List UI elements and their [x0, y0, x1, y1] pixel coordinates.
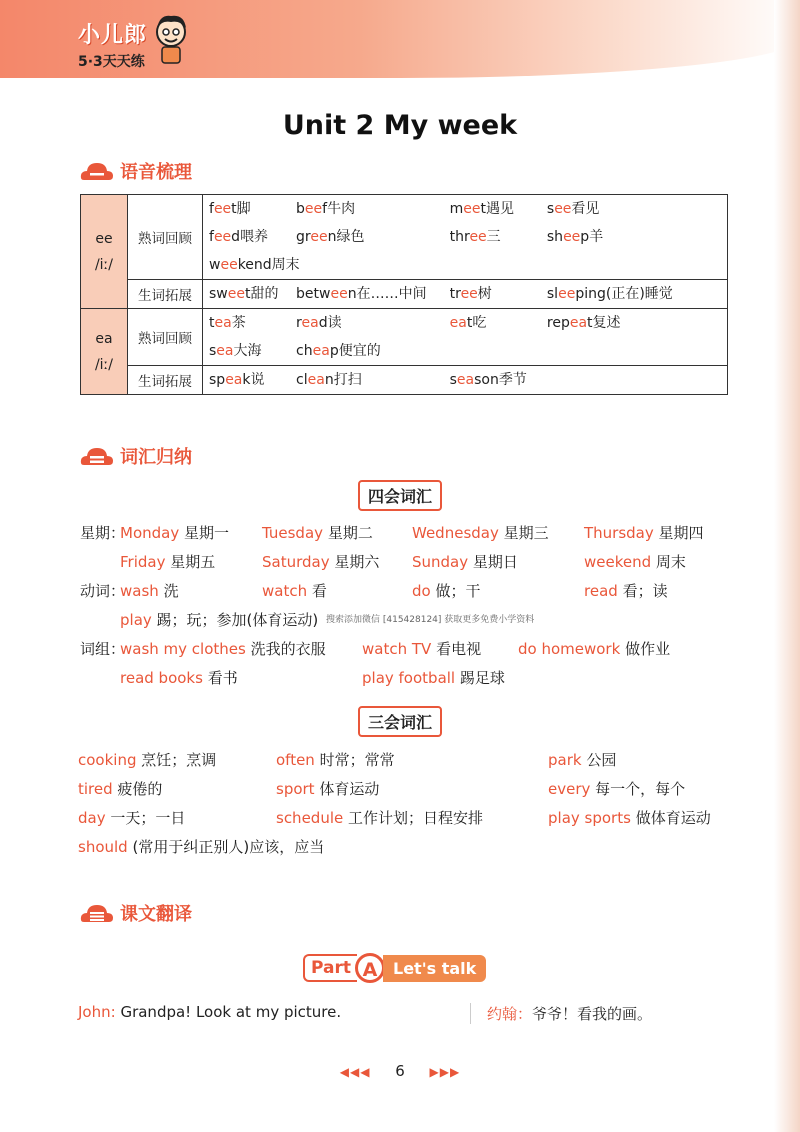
verbs-label: 动词： — [80, 582, 126, 600]
word-meaning: 大海 — [233, 343, 262, 359]
word-highlight: ea — [307, 372, 325, 388]
term-en: Wednesday — [412, 524, 499, 542]
section-translation-header — [80, 900, 192, 926]
word-part: f — [322, 201, 328, 217]
term-cn: 星期六 — [334, 553, 380, 571]
word-highlight: ee — [463, 201, 481, 217]
word-meaning: 喂养 — [240, 229, 269, 245]
word-part: s — [449, 372, 457, 388]
word-meaning: 三 — [486, 229, 501, 245]
phoneme-cell — [81, 195, 128, 309]
word-list — [209, 195, 721, 279]
term-en: should — [78, 838, 128, 856]
word-meaning: 树 — [477, 286, 492, 302]
section-badge-icon — [80, 445, 114, 467]
term-en: tired — [78, 780, 113, 798]
weekday-entry — [120, 522, 229, 543]
weekdays-label: 星期： — [80, 524, 126, 542]
three-skill-title: 三会词汇 — [358, 706, 442, 737]
word-highlight: ea — [225, 372, 243, 388]
brand-name: 小儿郎 — [78, 23, 148, 48]
word-highlight: ee — [213, 201, 232, 217]
word-meaning: 茶 — [231, 315, 246, 331]
term-en: do — [412, 582, 431, 600]
phonics-word — [209, 366, 296, 394]
word-meaning: 复述 — [592, 315, 621, 331]
word-part: m — [449, 201, 464, 217]
three-skill-entry — [276, 749, 395, 770]
phonics-word — [547, 223, 721, 251]
word-highlight: ea — [449, 315, 467, 331]
phonics-word — [450, 309, 547, 337]
term-cn: 星期五 — [170, 553, 216, 571]
word-part: t — [209, 315, 215, 331]
term-en: Saturday — [262, 553, 330, 571]
phrase-entry — [362, 638, 481, 659]
section-badge-icon — [80, 902, 114, 924]
section-badge-icon — [80, 160, 114, 182]
word-part: f — [209, 229, 214, 245]
four-skill-header — [0, 480, 800, 511]
term-cn: 周末 — [655, 553, 686, 571]
term-en: Sunday — [412, 553, 469, 571]
word-part: t — [231, 201, 237, 217]
term-cn: 星期二 — [327, 524, 373, 542]
word-list — [209, 309, 721, 365]
word-part: n — [327, 229, 337, 245]
term-cn: 每一个，每个 — [595, 780, 686, 798]
word-part: rep — [546, 315, 570, 331]
next-arrows-icon: ▶▶▶ — [429, 1065, 461, 1079]
phonics-word — [450, 223, 547, 251]
word-meaning: 吃 — [472, 315, 487, 331]
phonics-word — [209, 195, 296, 223]
term-en: often — [276, 751, 315, 769]
phrase-entry — [120, 667, 238, 688]
term-cn: 看电视 — [436, 640, 482, 658]
phoneme-cell — [81, 309, 128, 395]
words-cell — [203, 309, 728, 366]
category-cell: 生词拓展 — [128, 366, 203, 395]
term-en: watch — [262, 582, 308, 600]
word-highlight: ea — [216, 343, 234, 359]
word-list — [209, 280, 721, 308]
term-en: read — [584, 582, 618, 600]
term-cn: 洗我的衣服 — [250, 640, 326, 658]
word-meaning: (正在)睡觉 — [605, 286, 673, 302]
word-part: f — [209, 201, 214, 217]
word-meaning: 季节 — [498, 372, 527, 388]
word-part: w — [209, 257, 221, 273]
verb-entry — [120, 580, 179, 601]
brand-logo — [78, 18, 147, 71]
term-cn: 公园 — [586, 751, 617, 769]
words-cell — [203, 366, 728, 395]
weekday-entry — [584, 522, 704, 543]
verb-entry — [412, 580, 481, 601]
phoneme-ipa: /iː/ — [94, 356, 114, 373]
word-highlight: ee — [563, 229, 581, 245]
phonics-word — [296, 280, 450, 308]
verb-entry — [262, 580, 327, 601]
term-en: cooking — [78, 751, 137, 769]
term-en: watch TV — [362, 640, 432, 658]
phoneme-letters: ea — [95, 330, 113, 347]
term-en: play sports — [548, 809, 631, 827]
phonics-row — [81, 309, 728, 366]
dialogue-line-cn — [470, 1003, 652, 1024]
term-en: Friday — [120, 553, 166, 571]
phonics-word — [547, 309, 721, 337]
term-en: wash my clothes — [120, 640, 246, 658]
word-part: t — [587, 315, 593, 331]
page-footer — [0, 1062, 800, 1080]
term-cn: 体育运动 — [319, 780, 380, 798]
word-part: sl — [546, 286, 559, 302]
word-part: n — [324, 372, 334, 388]
line-en: Grandpa! Look at my picture. — [120, 1003, 342, 1021]
word-highlight: ee — [220, 257, 238, 273]
phrases-label: 词组： — [80, 640, 126, 658]
verb-entry — [120, 609, 318, 630]
phonics-word — [209, 251, 300, 279]
section-phonics-header — [80, 158, 192, 184]
word-part: p — [580, 229, 590, 245]
term-cn: 做；干 — [435, 582, 481, 600]
phrase-entry — [518, 638, 670, 659]
word-part: son — [474, 372, 499, 388]
words-cell — [203, 195, 728, 280]
word-part: r — [296, 315, 302, 331]
term-en: play — [120, 611, 152, 629]
term-en: sport — [276, 780, 315, 798]
word-meaning: 看见 — [571, 201, 600, 217]
word-part: betw — [296, 286, 331, 302]
word-part: ping — [575, 286, 606, 302]
word-part: t — [244, 286, 251, 302]
term-en: wash — [120, 582, 159, 600]
word-part: sw — [209, 286, 228, 302]
phonics-word — [296, 309, 450, 337]
word-part: thr — [449, 229, 470, 245]
three-skill-entry — [78, 836, 324, 857]
three-skill-entry — [276, 778, 379, 799]
word-part: ch — [296, 343, 313, 359]
word-meaning: 周末 — [271, 257, 300, 273]
prev-arrows-icon: ◀◀◀ — [339, 1065, 371, 1079]
word-meaning: 遇见 — [486, 201, 514, 217]
word-part: cl — [296, 372, 308, 388]
category-cell: 熟词回顾 — [128, 309, 203, 366]
phonics-word — [296, 223, 450, 251]
term-en: schedule — [276, 809, 344, 827]
three-skill-header — [0, 706, 800, 737]
term-cn: 时常；常常 — [319, 751, 395, 769]
phoneme-letters: ee — [95, 230, 113, 247]
term-cn: 做作业 — [625, 640, 671, 658]
phonics-word — [296, 366, 450, 394]
page-number: 6 — [395, 1062, 405, 1080]
phonics-word — [296, 337, 450, 365]
word-highlight: ee — [558, 286, 576, 302]
phonics-word — [209, 223, 296, 251]
term-cn: 踢；玩；参加(体育运动) — [156, 611, 319, 629]
three-skill-entry — [78, 749, 216, 770]
speaker-en: John: — [78, 1003, 116, 1021]
term-cn: 疲倦的 — [117, 780, 163, 798]
term-en: Tuesday — [262, 524, 324, 542]
word-part: p — [329, 343, 339, 359]
phonics-word — [547, 280, 721, 308]
word-highlight: ee — [554, 201, 572, 217]
three-skill-entry — [548, 807, 711, 828]
four-skill-title: 四会词汇 — [358, 480, 442, 511]
term-en: do homework — [518, 640, 621, 658]
phonics-word — [209, 309, 296, 337]
word-meaning: 便宜的 — [338, 343, 381, 359]
term-cn: 烹饪；烹调 — [141, 751, 217, 769]
phonics-word — [450, 280, 547, 308]
category-cell: 生词拓展 — [128, 280, 203, 309]
section-vocab-title: 词汇归纳 — [120, 447, 192, 468]
part-banner — [303, 953, 486, 983]
word-highlight: ee — [460, 286, 478, 302]
word-highlight: ee — [469, 229, 487, 245]
term-en: Thursday — [584, 524, 654, 542]
term-en: Monday — [120, 524, 180, 542]
word-part: s — [546, 201, 555, 217]
term-cn: 一天；一日 — [110, 809, 186, 827]
word-part: d — [231, 229, 241, 245]
phrase-entry — [120, 638, 326, 659]
phonics-table — [80, 194, 728, 395]
weekday-entry — [120, 551, 215, 572]
word-meaning: 读 — [327, 315, 342, 331]
word-meaning: 脚 — [236, 201, 251, 217]
mascot-icon — [150, 10, 192, 66]
word-highlight: ee — [310, 229, 328, 245]
page-edge — [774, 0, 800, 1132]
word-highlight: ee — [213, 229, 232, 245]
word-meaning: 牛肉 — [327, 201, 356, 217]
three-skill-entry — [548, 778, 685, 799]
term-en: park — [548, 751, 582, 769]
word-part: tr — [449, 286, 461, 302]
three-skill-entry — [276, 807, 483, 828]
section-vocab-header — [80, 443, 192, 469]
word-part: n — [347, 286, 357, 302]
part-label: Let's talk — [383, 955, 486, 982]
part-prefix: Part — [303, 954, 357, 982]
term-en: read books — [120, 669, 203, 687]
term-en: weekend — [584, 553, 652, 571]
word-part: sh — [546, 229, 564, 245]
word-part: k — [242, 372, 251, 388]
phonics-word — [209, 337, 296, 365]
word-highlight: ea — [312, 343, 330, 359]
word-meaning: 说 — [250, 372, 265, 388]
term-cn: 做体育运动 — [635, 809, 711, 827]
term-cn: 踢足球 — [459, 669, 505, 687]
phonics-row — [81, 366, 728, 395]
term-cn: 看 — [311, 582, 327, 600]
series-name: 5·3天天练 — [78, 54, 145, 70]
word-list — [209, 366, 721, 394]
word-part: gr — [296, 229, 311, 245]
word-meaning: 羊 — [589, 229, 604, 245]
term-cn: 星期三 — [503, 524, 549, 542]
three-skill-entry — [78, 778, 162, 799]
part-letter: A — [355, 953, 385, 983]
word-highlight: ee — [330, 286, 348, 302]
word-part: b — [296, 201, 305, 217]
word-highlight: ea — [214, 315, 232, 331]
category-cell: 熟词回顾 — [128, 195, 203, 280]
phoneme-ipa: /iː/ — [94, 256, 114, 273]
word-highlight: ee — [227, 286, 245, 302]
term-en: day — [78, 809, 106, 827]
page-title: Unit 2 My week — [282, 110, 518, 141]
line-cn: 爷爷！看我的画。 — [532, 1005, 653, 1023]
phonics-word — [450, 195, 547, 223]
speaker-cn: 约翰： — [487, 1005, 533, 1023]
weekday-entry — [262, 522, 373, 543]
word-part: kend — [237, 257, 272, 273]
term-cn: 洗 — [163, 582, 179, 600]
word-part: sp — [209, 372, 226, 388]
term-cn: 看；读 — [622, 582, 668, 600]
word-part: s — [209, 343, 217, 359]
word-highlight: ea — [301, 315, 319, 331]
weekday-entry — [412, 551, 518, 572]
words-cell — [203, 280, 728, 309]
three-skill-entry — [548, 749, 616, 770]
term-cn: 星期日 — [472, 553, 518, 571]
watermark-note: 搜索添加微信 [415428124] 获取更多免费小学资料 — [326, 615, 535, 625]
section-phonics-title: 语音梳理 — [120, 162, 192, 183]
phonics-row — [81, 280, 728, 309]
verb-entry — [584, 580, 668, 601]
term-cn: 星期四 — [658, 524, 704, 542]
word-highlight: ea — [569, 315, 588, 331]
word-meaning: 在……中间 — [356, 286, 427, 302]
phonics-word — [296, 195, 450, 223]
word-meaning: 绿色 — [336, 229, 365, 245]
phrase-entry — [362, 667, 505, 688]
word-highlight: ea — [456, 372, 475, 388]
phonics-row — [81, 195, 728, 280]
word-meaning: 打扫 — [333, 372, 362, 388]
word-part: t — [480, 201, 486, 217]
phonics-word — [209, 280, 296, 308]
dialogue-line-en — [78, 1003, 341, 1021]
word-meaning: 甜的 — [250, 286, 279, 302]
phonics-word — [450, 366, 547, 394]
section-translation-title: 课文翻译 — [120, 904, 192, 925]
term-en: every — [548, 780, 591, 798]
weekday-entry — [412, 522, 549, 543]
term-cn: 看书 — [207, 669, 238, 687]
word-part: d — [318, 315, 328, 331]
phonics-word — [547, 195, 721, 223]
word-highlight: ee — [304, 201, 323, 217]
weekday-entry — [262, 551, 379, 572]
term-cn: 工作计划；日程安排 — [348, 809, 484, 827]
weekday-entry — [584, 551, 686, 572]
term-cn: (常用于纠正别人)应该，应当 — [132, 838, 325, 856]
term-cn: 星期一 — [184, 524, 230, 542]
word-part: t — [466, 315, 473, 331]
three-skill-entry — [78, 807, 185, 828]
term-en: play football — [362, 669, 456, 687]
